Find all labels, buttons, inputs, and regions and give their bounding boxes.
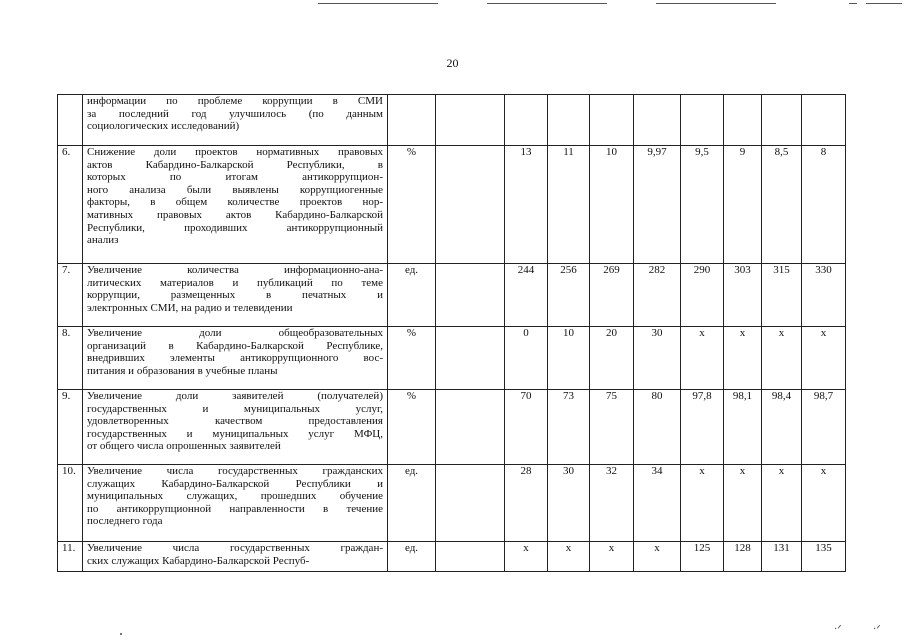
description-line: Увеличение доли заявителей (получателей) — [87, 390, 383, 402]
value-cell: 28 — [505, 465, 548, 542]
description-line: Увеличение доли общеобразовательных — [87, 327, 383, 339]
row-number: 7. — [58, 264, 83, 327]
indicator-description — [83, 465, 388, 542]
table-body — [58, 95, 846, 572]
value-cell: 9,5 — [681, 146, 724, 264]
value-cell: 282 — [634, 264, 681, 327]
value-cell: 13 — [505, 146, 548, 264]
value-cell: 269 — [590, 264, 634, 327]
scan-mark: ·ᐟ — [834, 624, 842, 635]
table-row — [58, 465, 846, 542]
row-number: 8. — [58, 327, 83, 390]
value-cell: 256 — [548, 264, 590, 327]
value-cell: 10 — [590, 146, 634, 264]
value-cell — [505, 95, 548, 146]
value-cell: x — [681, 327, 724, 390]
description-line: мативных правовых актов Кабардино-Балкарской — [87, 208, 383, 221]
description-line: за последний год улучшилось (по данным — [87, 107, 383, 120]
value-cell: 20 — [590, 327, 634, 390]
value-cell: 30 — [634, 327, 681, 390]
unit-cell: % — [388, 390, 436, 465]
unit-cell: ед. — [388, 542, 436, 572]
indicator-description — [83, 95, 388, 146]
value-cell: 34 — [634, 465, 681, 542]
value-cell: x — [762, 465, 802, 542]
value-cell: 128 — [724, 542, 762, 572]
scan-artifact-line — [656, 3, 776, 4]
unit-cell: ед. — [388, 264, 436, 327]
empty-cell — [436, 264, 505, 327]
indicator-description — [83, 264, 388, 327]
description-line: внедривших элементы антикоррупционного вос- — [87, 352, 383, 365]
value-cell — [548, 95, 590, 146]
scan-artifact-line — [866, 3, 902, 4]
description-line: от общего числа опрошенных заявителей — [87, 440, 281, 453]
row-number: 11. — [58, 542, 83, 572]
description-line: информации по проблеме коррупции в СМИ — [87, 95, 383, 107]
value-cell: x — [724, 465, 762, 542]
table-row — [58, 264, 846, 327]
scan-artifact-line — [849, 3, 857, 4]
value-cell: 303 — [724, 264, 762, 327]
indicators-table — [57, 94, 846, 572]
value-cell: 315 — [762, 264, 802, 327]
table-row — [58, 390, 846, 465]
value-cell: 11 — [548, 146, 590, 264]
description-line: удовлетворенных качеством предоставления — [87, 415, 383, 428]
description-line: последнего года — [87, 515, 163, 528]
value-cell: 80 — [634, 390, 681, 465]
value-cell: x — [505, 542, 548, 572]
value-cell: 9,97 — [634, 146, 681, 264]
unit-cell: ед. — [388, 465, 436, 542]
value-cell: 290 — [681, 264, 724, 327]
value-cell: 8 — [802, 146, 846, 264]
table-row — [58, 146, 846, 264]
empty-cell — [436, 542, 505, 572]
empty-cell — [436, 95, 505, 146]
description-line: литических материалов и публикаций по теме — [87, 276, 383, 289]
value-cell: 70 — [505, 390, 548, 465]
description-line: государственных и муниципальных услуг, — [87, 402, 383, 415]
value-cell: x — [802, 327, 846, 390]
value-cell: 30 — [548, 465, 590, 542]
unit-cell: % — [388, 146, 436, 264]
table-row — [58, 542, 846, 572]
value-cell: 10 — [548, 327, 590, 390]
value-cell — [634, 95, 681, 146]
value-cell: 32 — [590, 465, 634, 542]
value-cell: 135 — [802, 542, 846, 572]
empty-cell — [436, 327, 505, 390]
page-number: 20 — [446, 56, 459, 70]
indicator-description — [83, 542, 388, 572]
description-line: Увеличение числа государственных гражданских — [87, 465, 383, 477]
row-number: 6. — [58, 146, 83, 264]
indicator-description — [83, 146, 388, 264]
value-cell: x — [681, 465, 724, 542]
value-cell: 0 — [505, 327, 548, 390]
row-number: 10. — [58, 465, 83, 542]
scan-dot — [120, 633, 122, 635]
value-cell — [802, 95, 846, 146]
value-cell: x — [590, 542, 634, 572]
value-cell: 8,5 — [762, 146, 802, 264]
value-cell: 73 — [548, 390, 590, 465]
value-cell: 97,8 — [681, 390, 724, 465]
description-line: Увеличение количества информационно-ана- — [87, 264, 383, 276]
unit-cell — [388, 95, 436, 146]
empty-cell — [436, 390, 505, 465]
value-cell: 244 — [505, 264, 548, 327]
description-line: муниципальных служащих, прошедших обучение — [87, 490, 383, 503]
description-line: коррупции, размещенных в печатных и — [87, 289, 383, 302]
scan-artifact-line — [487, 3, 607, 4]
description-line: факторы, в общем количестве проектов нор- — [87, 196, 383, 209]
value-cell: 125 — [681, 542, 724, 572]
empty-cell — [436, 146, 505, 264]
value-cell: 131 — [762, 542, 802, 572]
indicator-description — [83, 327, 388, 390]
table-row — [58, 327, 846, 390]
description-line: которых по итогам антикоррупцион- — [87, 171, 383, 184]
value-cell — [762, 95, 802, 146]
scan-mark: ·ᐟ — [873, 624, 881, 635]
description-line: Увеличение числа государственных граждан- — [87, 542, 383, 554]
description-line: ских служащих Кабардино-Балкарской Респуб- — [87, 554, 310, 567]
value-cell — [724, 95, 762, 146]
description-line: организаций в Кабардино-Балкарской Республике, — [87, 339, 383, 352]
value-cell — [590, 95, 634, 146]
value-cell: x — [724, 327, 762, 390]
table-row — [58, 95, 846, 146]
description-line: актов Кабардино-Балкарской Республики, в — [87, 158, 383, 171]
description-line: анализ — [87, 234, 119, 247]
indicator-description — [83, 390, 388, 465]
value-cell: x — [762, 327, 802, 390]
row-number: 9. — [58, 390, 83, 465]
value-cell: x — [802, 465, 846, 542]
value-cell: 9 — [724, 146, 762, 264]
description-line: Республики, проходивших антикоррупционный — [87, 221, 383, 234]
description-line: питания и образования в учебные планы — [87, 364, 278, 377]
value-cell: x — [548, 542, 590, 572]
value-cell: 98,4 — [762, 390, 802, 465]
value-cell: 330 — [802, 264, 846, 327]
description-line: служащих Кабардино-Балкарской Республики и — [87, 477, 383, 490]
description-line: электронных СМИ, на радио и телевидении — [87, 301, 293, 314]
empty-cell — [436, 465, 505, 542]
scan-artifact-line — [318, 3, 438, 4]
description-line: Снижение доли проектов нормативных правовых — [87, 146, 383, 158]
value-cell: x — [634, 542, 681, 572]
row-number — [58, 95, 83, 146]
value-cell — [681, 95, 724, 146]
description-line: социологических исследований) — [87, 120, 240, 133]
description-line: по антикоррупционной направленности в течение — [87, 502, 383, 515]
value-cell: 75 — [590, 390, 634, 465]
description-line: ного анализа были выявлены коррупциогенные — [87, 183, 383, 196]
description-line: государственных и муниципальных услуг МФЦ, — [87, 427, 383, 440]
value-cell: 98,7 — [802, 390, 846, 465]
unit-cell: % — [388, 327, 436, 390]
value-cell: 98,1 — [724, 390, 762, 465]
